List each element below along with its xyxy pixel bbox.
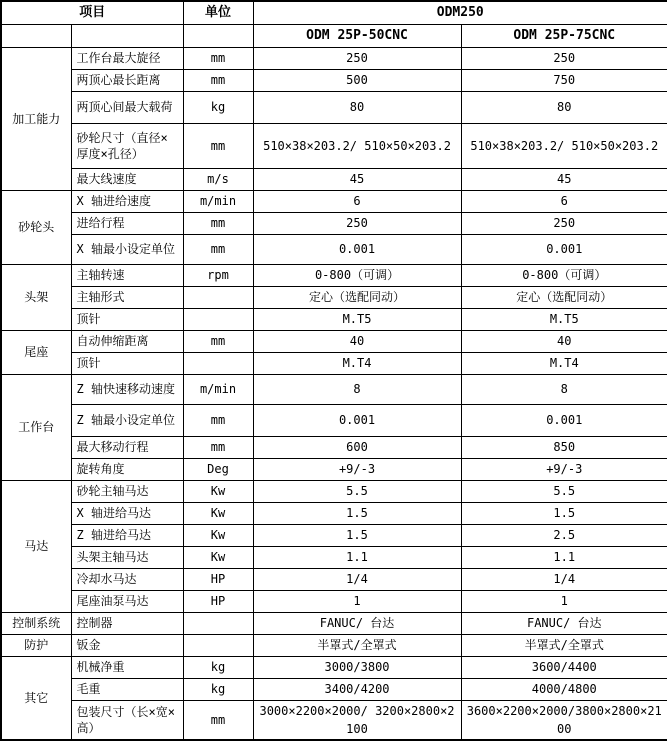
unit-cell: rpm [183, 264, 253, 286]
value-cell-model1: 3000×2200×2000/ 3200×2800×2100 [253, 700, 461, 740]
value-cell-model2: 8 [461, 374, 667, 404]
item-cell: 最大移动行程 [71, 436, 183, 458]
spec-row [1, 678, 667, 700]
item-cell: X 轴最小设定单位 [71, 234, 183, 264]
spec-row [1, 264, 667, 286]
value-cell-model2: M.T5 [461, 308, 667, 330]
value-cell-model1: 5.5 [253, 480, 461, 502]
spec-row [1, 480, 667, 502]
spec-row [1, 590, 667, 612]
spec-row [1, 612, 667, 634]
unit-cell [183, 286, 253, 308]
unit-cell: mm [183, 330, 253, 352]
value-cell-model1: 1.5 [253, 524, 461, 546]
unit-cell: HP [183, 568, 253, 590]
spec-row [1, 700, 667, 740]
spec-row [1, 286, 667, 308]
item-cell: 砂轮尺寸（直径×厚度×孔径） [71, 123, 183, 168]
spec-row [1, 69, 667, 91]
value-cell-model2: 80 [461, 91, 667, 123]
group-cell-headstock: 头架 [1, 264, 71, 330]
item-cell: 主轴形式 [71, 286, 183, 308]
item-cell: 尾座油泵马达 [71, 590, 183, 612]
header-item-label: 项目 [1, 1, 183, 24]
unit-cell: Kw [183, 524, 253, 546]
unit-cell: kg [183, 678, 253, 700]
unit-cell: kg [183, 656, 253, 678]
spec-row [1, 546, 667, 568]
unit-cell: mm [183, 234, 253, 264]
value-cell-model2: FANUC/ 台达 [461, 612, 667, 634]
spec-row [1, 234, 667, 264]
spec-row [1, 656, 667, 678]
value-cell-model2: 750 [461, 69, 667, 91]
value-cell-model2: 850 [461, 436, 667, 458]
value-cell-model2: +9/-3 [461, 458, 667, 480]
item-cell: 旋转角度 [71, 458, 183, 480]
spec-row [1, 190, 667, 212]
value-cell-model1: 80 [253, 91, 461, 123]
item-cell: 两顶心最长距离 [71, 69, 183, 91]
item-cell: 机械净重 [71, 656, 183, 678]
value-cell-model1: 8 [253, 374, 461, 404]
item-cell: Z 轴进给马达 [71, 524, 183, 546]
item-cell: X 轴进给速度 [71, 190, 183, 212]
spec-row [1, 404, 667, 436]
header-row-1 [1, 1, 667, 24]
spec-row [1, 212, 667, 234]
value-cell-model1: 500 [253, 69, 461, 91]
value-cell-model2: 1/4 [461, 568, 667, 590]
value-cell-model1: 0.001 [253, 404, 461, 436]
unit-cell: mm [183, 212, 253, 234]
value-cell-model2: 半罩式/全罩式 [461, 634, 667, 656]
item-cell: 最大线速度 [71, 168, 183, 190]
group-cell-tailstock: 尾座 [1, 330, 71, 374]
spec-row [1, 568, 667, 590]
value-cell-model2: 4000/4800 [461, 678, 667, 700]
item-cell: 工作台最大旋径 [71, 47, 183, 69]
value-cell-model1: 6 [253, 190, 461, 212]
group-cell-wheelhead: 砂轮头 [1, 190, 71, 264]
spec-row [1, 436, 667, 458]
value-cell-model1: 40 [253, 330, 461, 352]
item-cell: 砂轮主轴马达 [71, 480, 183, 502]
value-cell-model2: 1.5 [461, 502, 667, 524]
unit-cell: mm [183, 123, 253, 168]
header-model-1: ODM 25P-50CNC [253, 24, 461, 47]
spec-row [1, 458, 667, 480]
spec-row [1, 524, 667, 546]
value-cell-model2: 40 [461, 330, 667, 352]
item-cell: 毛重 [71, 678, 183, 700]
unit-cell: Kw [183, 546, 253, 568]
value-cell-model1: 0.001 [253, 234, 461, 264]
value-cell-model2: 0.001 [461, 404, 667, 436]
unit-cell: m/s [183, 168, 253, 190]
value-cell-model2: 定心（选配同动） [461, 286, 667, 308]
value-cell-model1: 1.5 [253, 502, 461, 524]
value-cell-model2: 2.5 [461, 524, 667, 546]
spec-row [1, 634, 667, 656]
value-cell-model2: 0.001 [461, 234, 667, 264]
item-cell: 主轴转速 [71, 264, 183, 286]
value-cell-model2: 3600×2200×2000/3800×2800×2100 [461, 700, 667, 740]
group-cell-worktable: 工作台 [1, 374, 71, 480]
item-cell: 头架主轴马达 [71, 546, 183, 568]
value-cell-model2: 6 [461, 190, 667, 212]
spec-row [1, 502, 667, 524]
value-cell-model2: 250 [461, 212, 667, 234]
value-cell-model1: M.T5 [253, 308, 461, 330]
spec-row [1, 47, 667, 69]
value-cell-model1: 1 [253, 590, 461, 612]
spec-row [1, 123, 667, 168]
value-cell-model2: 510×38×203.2/ 510×50×203.2 [461, 123, 667, 168]
unit-cell: mm [183, 69, 253, 91]
unit-cell [183, 634, 253, 656]
header-empty-item [71, 24, 183, 47]
header-series-label: ODM250 [253, 1, 667, 24]
spec-row [1, 374, 667, 404]
unit-cell [183, 612, 253, 634]
unit-cell: mm [183, 404, 253, 436]
value-cell-model1: 250 [253, 47, 461, 69]
item-cell: 控制器 [71, 612, 183, 634]
unit-cell [183, 308, 253, 330]
item-cell: 包装尺寸（长×宽×高） [71, 700, 183, 740]
value-cell-model1: 定心（选配同动） [253, 286, 461, 308]
value-cell-model1: 3400/4200 [253, 678, 461, 700]
group-cell-motor: 马达 [1, 480, 71, 612]
group-cell-machining-capacity: 加工能力 [1, 47, 71, 190]
unit-cell: m/min [183, 190, 253, 212]
unit-cell: Kw [183, 502, 253, 524]
item-cell: 两顶心间最大载荷 [71, 91, 183, 123]
header-empty-group [1, 24, 71, 47]
unit-cell: kg [183, 91, 253, 123]
value-cell-model1: +9/-3 [253, 458, 461, 480]
unit-cell: mm [183, 436, 253, 458]
value-cell-model2: 3600/4400 [461, 656, 667, 678]
unit-cell: Kw [183, 480, 253, 502]
spec-row [1, 168, 667, 190]
group-cell-protection: 防护 [1, 634, 71, 656]
value-cell-model1: 600 [253, 436, 461, 458]
value-cell-model2: 45 [461, 168, 667, 190]
unit-cell: m/min [183, 374, 253, 404]
value-cell-model2: 0-800（可调） [461, 264, 667, 286]
value-cell-model1: 510×38×203.2/ 510×50×203.2 [253, 123, 461, 168]
unit-cell [183, 352, 253, 374]
header-unit-label: 单位 [183, 1, 253, 24]
item-cell: 顶针 [71, 352, 183, 374]
item-cell: Z 轴快速移动速度 [71, 374, 183, 404]
value-cell-model2: 1.1 [461, 546, 667, 568]
value-cell-model1: FANUC/ 台达 [253, 612, 461, 634]
spec-row [1, 308, 667, 330]
value-cell-model2: 5.5 [461, 480, 667, 502]
header-model-2: ODM 25P-75CNC [461, 24, 667, 47]
unit-cell: mm [183, 700, 253, 740]
item-cell: 进给行程 [71, 212, 183, 234]
value-cell-model1: 1/4 [253, 568, 461, 590]
item-cell: X 轴进给马达 [71, 502, 183, 524]
value-cell-model1: 3000/3800 [253, 656, 461, 678]
value-cell-model1: M.T4 [253, 352, 461, 374]
value-cell-model1: 250 [253, 212, 461, 234]
item-cell: 钣金 [71, 634, 183, 656]
group-cell-control-system: 控制系统 [1, 612, 71, 634]
item-cell: Z 轴最小设定单位 [71, 404, 183, 436]
header-empty-unit [183, 24, 253, 47]
spec-row [1, 91, 667, 123]
value-cell-model2: 1 [461, 590, 667, 612]
header-row-2 [1, 24, 667, 47]
group-cell-others: 其它 [1, 656, 71, 740]
value-cell-model1: 1.1 [253, 546, 461, 568]
spec-row [1, 352, 667, 374]
spec-row [1, 330, 667, 352]
unit-cell: mm [183, 47, 253, 69]
value-cell-model1: 45 [253, 168, 461, 190]
value-cell-model2: M.T4 [461, 352, 667, 374]
item-cell: 冷却水马达 [71, 568, 183, 590]
item-cell: 自动伸缩距离 [71, 330, 183, 352]
unit-cell: HP [183, 590, 253, 612]
value-cell-model1: 0-800（可调） [253, 264, 461, 286]
item-cell: 顶针 [71, 308, 183, 330]
unit-cell: Deg [183, 458, 253, 480]
value-cell-model1: 半罩式/全罩式 [253, 634, 461, 656]
value-cell-model2: 250 [461, 47, 667, 69]
